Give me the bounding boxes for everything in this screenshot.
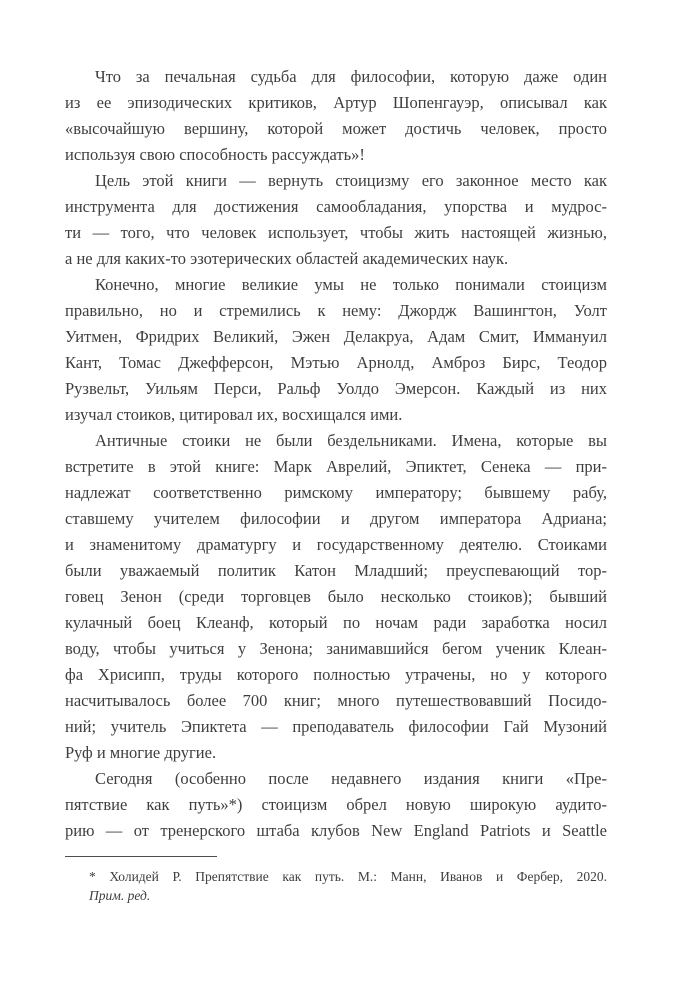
paragraph-2-line-3: ти — того, что человек использует, чтобы жить настоящей жизнью, [65,223,607,242]
paragraph-5-line-1: Сегодня (особенно после недавнего издания книги «Пре- [95,769,607,788]
paragraph-3-line-2: правильно, но и стремились к нему: Джордж Вашингтон, Уолт [65,301,607,320]
paragraph-2-line-1: Цель этой книги — вернуть стоицизму его законное место как [95,171,607,190]
paragraph-2-line-4: а не для каких-то эзотерических областей академических наук. [65,249,509,268]
paragraph-3-line-1: Конечно, многие великие умы не только понимали стоицизм [95,275,607,294]
paragraph-3-line-4: Кант, Томас Джефферсон, Мэтью Арнолд, Амброз Бирс, Теодор [65,353,607,372]
paragraph-3-line-3: Уитмен, Фридрих Великий, Эжен Делакруа, Адам Смит, Иммануил [65,327,607,346]
footnote-divider [65,856,217,857]
paragraph-4-line-11: насчитывалось более 700 книг; много путешествовавший Посидо- [65,691,607,710]
paragraph-4-line-5: и знаменитому драматургу и государственному деятелю. Стоиками [65,535,607,554]
paragraph-5-line-2: пятствие как путь»*) стоицизм обрел новую широкую аудито- [65,795,607,814]
paragraph-4-line-8: кулачный боец Клеанф, который по ночам ради заработка носил [65,613,607,632]
paragraph-3-line-6: изучал стоиков, цитировал их, восхищался ими. [65,405,403,424]
paragraph-4-line-9: воду, чтобы учиться у Зенона; занимавшийся бегом ученик Клеан- [65,639,607,658]
paragraph-1-line-4: используя свою способность рассуждать»! [65,145,365,164]
paragraph-1-line-2: из ее эпизодических критиков, Артур Шопенгауэр, описывал как [65,93,607,112]
footnote [65,856,607,905]
paragraph-4-line-1: Античные стоики не были бездельниками. Имена, которые вы [95,431,607,450]
paragraph-1-line-1: Что за печальная судьба для философии, которую даже один [95,67,607,86]
paragraph-4-line-6: были уважаемый политик Катон Младший; преуспевающий тор- [65,561,607,580]
paragraph-4-line-2: встретите в этой книге: Марк Аврелий, Эпиктет, Сенека — при- [65,457,607,476]
paragraph-4-line-7: говец Зенон (среди торговцев было несколько стоиков); бывший [65,587,607,606]
footnote-line-1: * Холидей Р. Препятствие как путь. М.: Манн, Иванов и Фербер, 2020. [89,869,607,884]
body-text [65,64,607,844]
footnote-line-2: Прим. ред. [89,888,151,903]
paragraph-4-line-4: ставшему учителем философии и другом императора Адриана; [65,509,607,528]
paragraph-4-line-10: фа Хрисипп, труды которого полностью утрачены, но у которого [65,665,607,684]
paragraph-2-line-2: инструмента для достижения самообладания, упорства и мудрос- [65,197,607,216]
paragraph-4-line-12: ний; учитель Эпиктета — преподаватель философии Гай Музоний [65,717,607,736]
paragraph-1-line-3: «высочайшую вершину, которой может достичь человек, просто [65,119,607,138]
footnote-text [65,867,607,905]
paragraph-5-line-3: рию — от тренерского штаба клубов New England Patriots и Seattle [65,821,607,840]
paragraph-3-line-5: Рузвельт, Уильям Перси, Ральф Уолдо Эмерсон. Каждый из них [65,379,607,398]
paragraph-4-line-3: надлежат соответственно римскому императору; бывшему рабу, [65,483,607,502]
paragraph-4-line-13: Руф и многие другие. [65,743,217,762]
